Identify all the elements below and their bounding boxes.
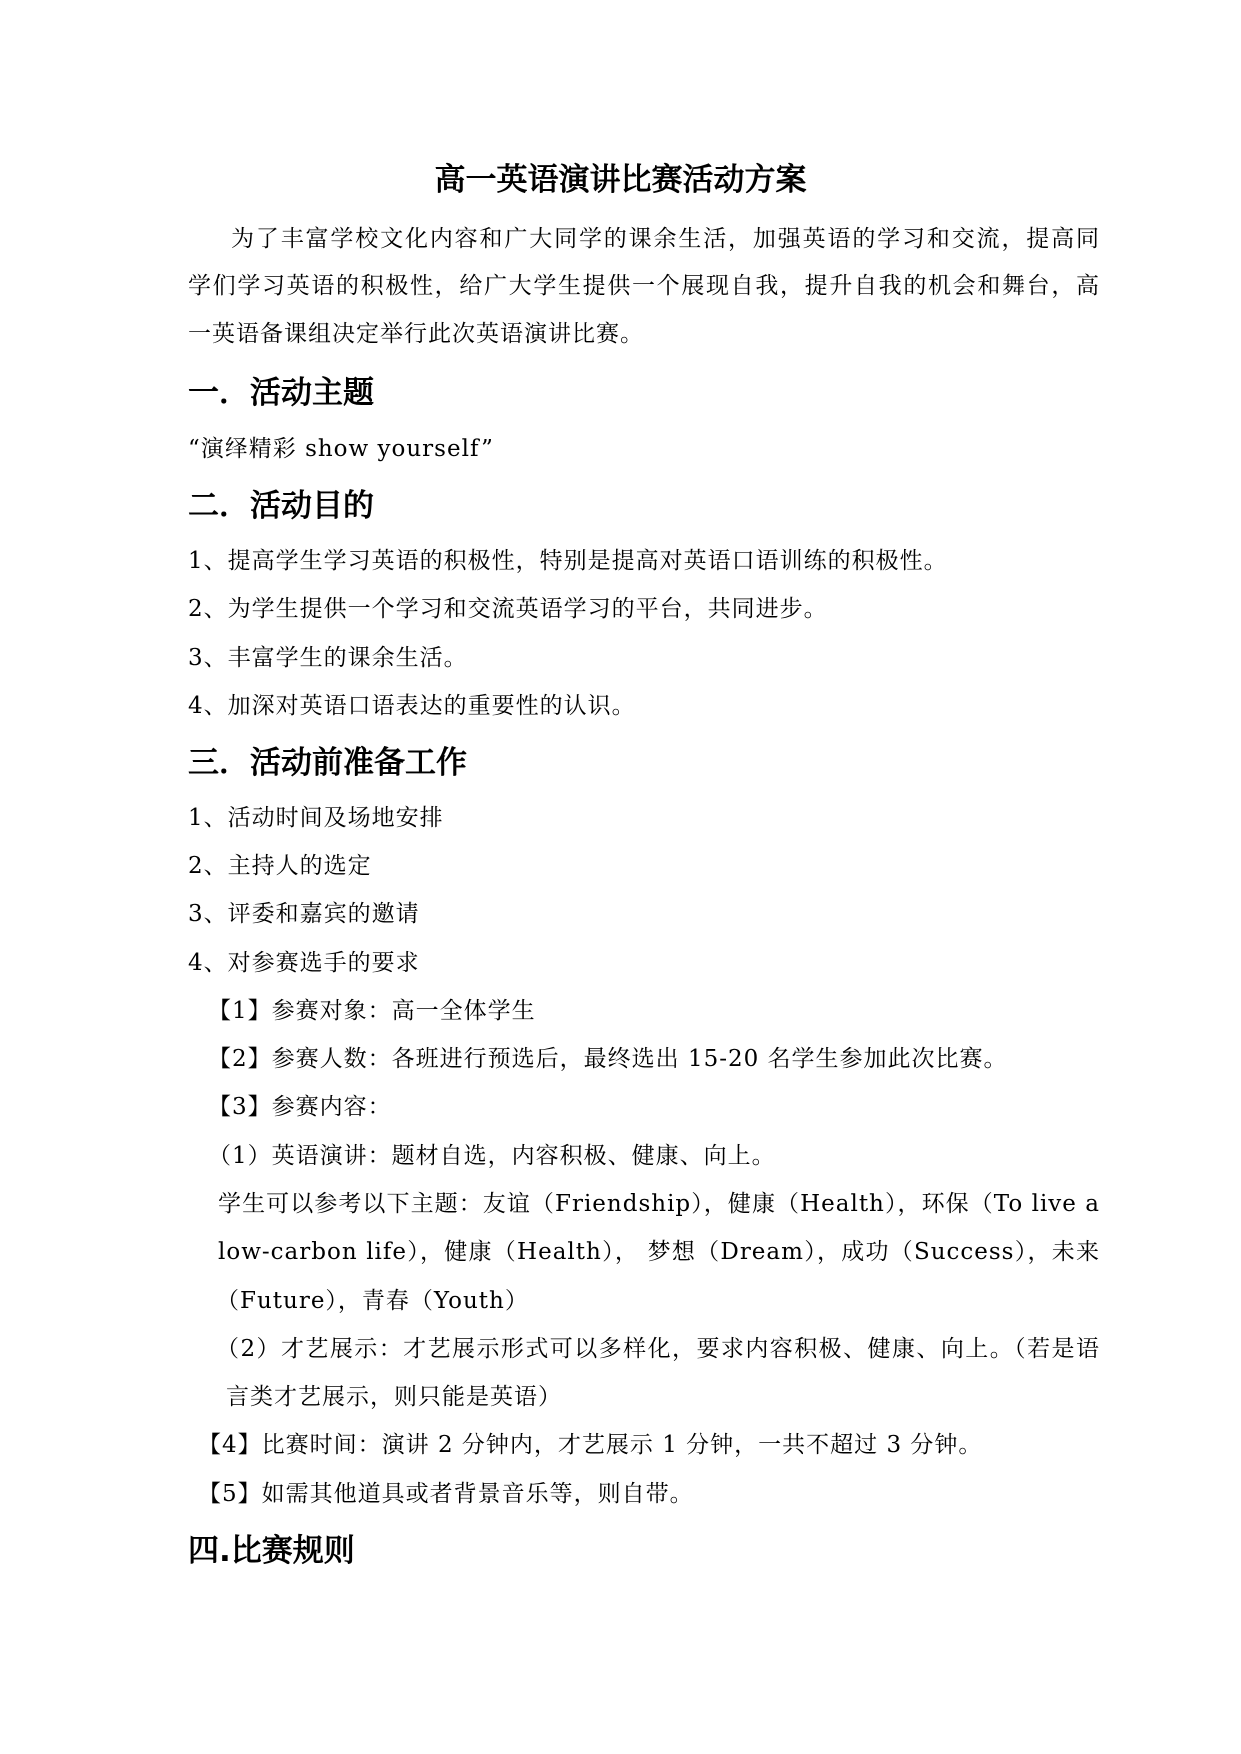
requirement-1: 【1】参赛对象：高一全体学生: [208, 998, 536, 1024]
section-heading-preparation: 三．活动前准备工作: [188, 745, 467, 781]
requirement-4: 【4】比赛时间：演讲 2 分钟内，才艺展示 1 分钟，一共不超过 3 分钟。: [198, 1432, 983, 1458]
section-heading-purpose: 二．活动目的: [188, 488, 374, 524]
purpose-item-3: 3、丰富学生的课余生活。: [188, 645, 468, 671]
requirement-5: 【5】如需其他道具或者背景音乐等，则自带。: [198, 1481, 694, 1507]
requirement-3: 【3】参赛内容：: [208, 1094, 392, 1120]
purpose-item-1: 1、提高学生学习英语的积极性，特别是提高对英语口语训练的积极性。: [188, 548, 948, 574]
talent-line-2: 言类才艺展示，则只能是英语）: [226, 1384, 562, 1410]
section-heading-rules: 四.比赛规则: [188, 1533, 355, 1569]
theme-text: “演绎精彩 show yourself”: [188, 436, 494, 462]
prep-item-3: 3、评委和嘉宾的邀请: [188, 901, 420, 927]
topics-line-1: 学生可以参考以下主题：友谊（Friendship），健康（Health），环保（To live a: [218, 1191, 1100, 1217]
section-heading-theme: 一．活动主题: [188, 375, 374, 411]
intro-line-3: 一英语备课组决定举行此次英语演讲比赛。: [188, 321, 644, 347]
topics-line-2: low-carbon life），健康（Health）， 梦想（Dream），成功（Success），未来: [218, 1239, 1100, 1265]
talent-line-1: （2）才艺展示：才艺展示形式可以多样化，要求内容积极、健康、向上。（若是语: [216, 1336, 1100, 1362]
topics-line-3: （Future），青春（Youth）: [216, 1288, 529, 1314]
prep-item-4: 4、对参赛选手的要求: [188, 950, 420, 976]
requirement-2: 【2】参赛人数：各班进行预选后，最终选出 15-20 名学生参加此次比赛。: [208, 1046, 1008, 1072]
document-title: 高一英语演讲比赛活动方案: [434, 162, 807, 198]
purpose-item-4: 4、加深对英语口语表达的重要性的认识。: [188, 693, 636, 719]
purpose-item-2: 2、为学生提供一个学习和交流英语学习的平台，共同进步。: [188, 596, 828, 622]
intro-line-2: 学们学习英语的积极性，给广大学生提供一个展现自我，提升自我的机会和舞台，高: [188, 273, 1100, 299]
intro-line-1: 为了丰富学校文化内容和广大同学的课余生活，加强英语的学习和交流，提高同: [231, 226, 1100, 252]
speech-rule: （1）英语演讲：题材自选，内容积极、健康、向上。: [208, 1143, 776, 1169]
prep-item-2: 2、主持人的选定: [188, 853, 372, 879]
prep-item-1: 1、活动时间及场地安排: [188, 805, 444, 831]
